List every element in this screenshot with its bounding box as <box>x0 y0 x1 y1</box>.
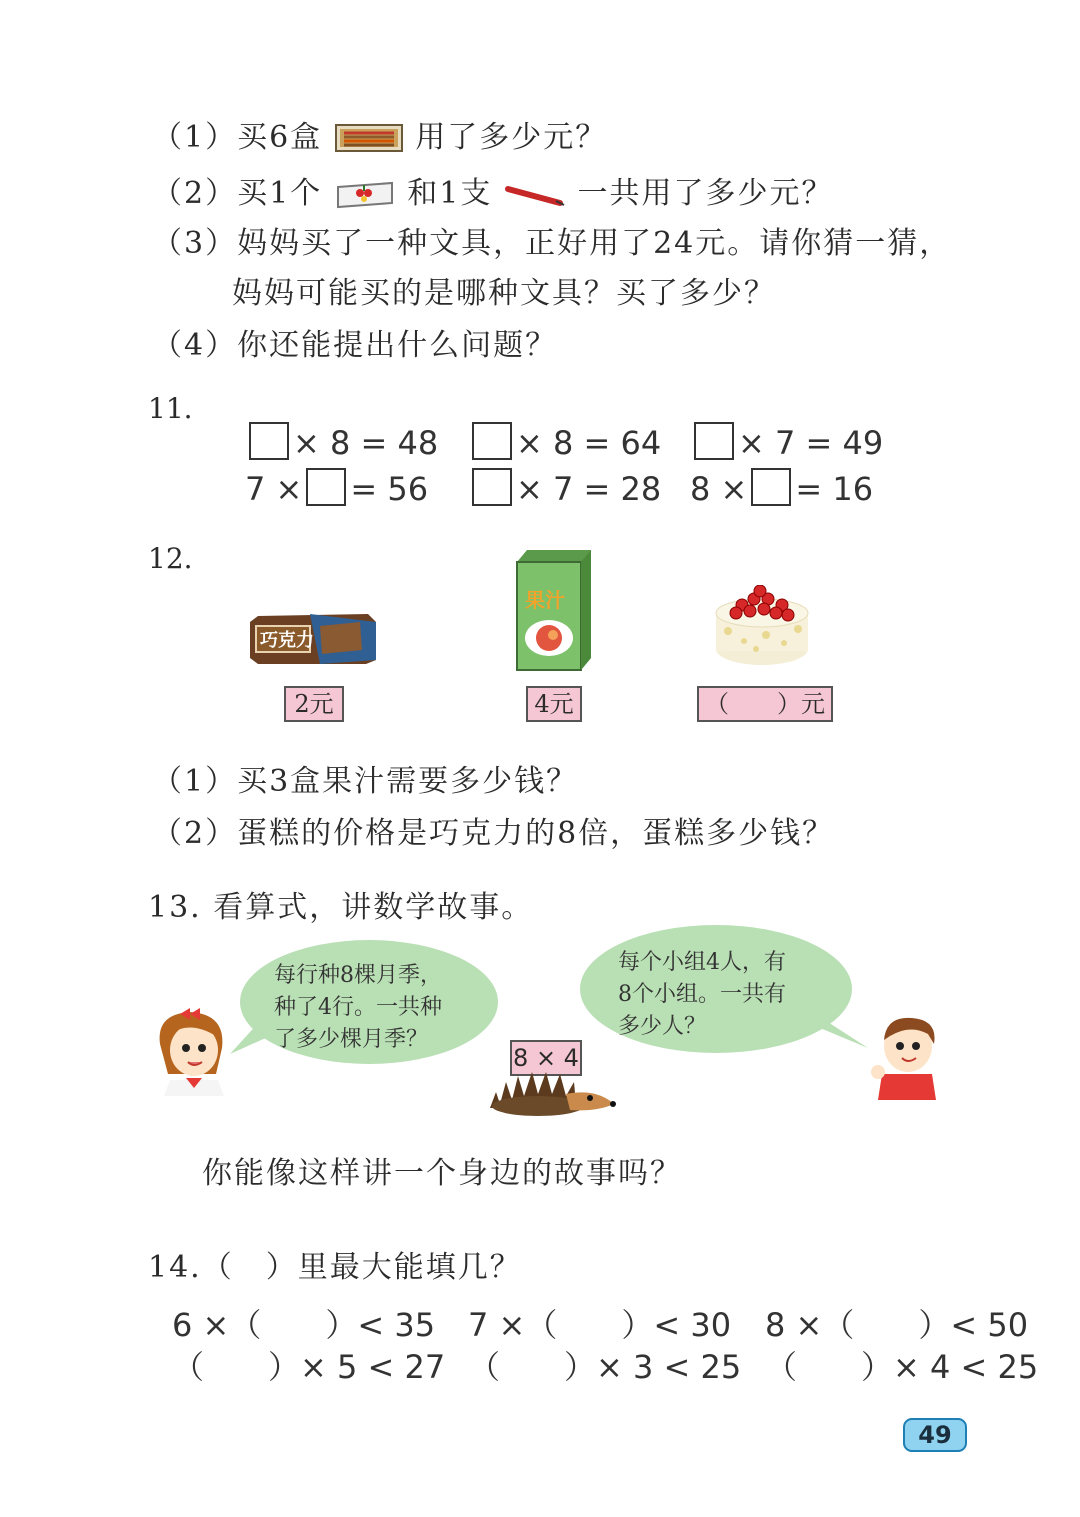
problem-13-prompt: 你能像这样讲一个身边的故事吗？ <box>202 1156 682 1191</box>
cake-icon <box>712 585 812 669</box>
equation-11-1: × 8 = 48 <box>245 422 438 462</box>
boy-icon <box>866 1010 946 1100</box>
page-number: 49 <box>903 1418 967 1452</box>
hedgehog-icon <box>486 1064 618 1118</box>
equation-11-2: × 8 = 64 <box>468 422 661 462</box>
price-tag-cake[interactable]: （ ）元 <box>697 686 833 722</box>
problem-12-number: 12. <box>148 542 193 575</box>
juice-label: 果汁 <box>525 588 565 612</box>
inequality-14-5[interactable]: （ ）× 3 < 25 <box>468 1348 742 1386</box>
inequality-14-4[interactable]: （ ）× 5 < 27 <box>172 1348 446 1386</box>
speech-bubble-right: 每个小组4人，有 8个小组。一共有 多少人？ <box>580 925 852 1053</box>
answer-box[interactable] <box>472 468 512 506</box>
problem-11-number: 11. <box>148 392 193 425</box>
price-tag-chocolate: 2元 <box>284 686 344 722</box>
equation-11-5: × 7 = 28 <box>468 468 661 508</box>
inequality-14-1[interactable]: 6 ×（ ）< 35 <box>172 1306 436 1344</box>
q10-2: （2）买1个 和1支 一共用了多少元？ <box>152 168 833 219</box>
answer-box[interactable] <box>751 468 791 506</box>
answer-box[interactable] <box>306 468 346 506</box>
formula-card: 8 × 4 <box>510 1040 582 1076</box>
problem-13-title: 13. 看算式，讲数学故事。 <box>148 890 534 925</box>
equation-11-3: × 7 = 49 <box>690 422 883 462</box>
inequality-14-2[interactable]: 7 ×（ ）< 30 <box>468 1306 732 1344</box>
pencil-icon <box>504 181 566 219</box>
chocolate-bar-icon <box>250 612 376 666</box>
pencil-case-icon <box>334 177 396 219</box>
equation-11-6: 8 × = 16 <box>690 470 874 508</box>
inequality-14-3[interactable]: 8 ×（ ）< 50 <box>765 1306 1029 1344</box>
problem-14-title: 14.（ ）里最大能填几？ <box>148 1250 522 1285</box>
speech-bubble-left: 每行种8棵月季， 种了4行。一共种 了多少棵月季？ <box>240 940 498 1064</box>
q12-1: （1）买3盒果汁需要多少钱？ <box>152 764 579 799</box>
q10-3-line1: （3）妈妈买了一种文具，正好用了24元。请你猜一猜， <box>152 226 952 261</box>
answer-box[interactable] <box>249 422 289 460</box>
juice-box-icon <box>515 548 593 672</box>
crayon-box-icon <box>334 119 404 163</box>
q10-3-line2: 妈妈可能买的是哪种文具？买了多少？ <box>232 276 776 311</box>
q10-1: （1）买6盒 用了多少元？ <box>152 112 607 163</box>
equation-11-4: 7 × = 56 <box>245 470 429 508</box>
price-tag-juice: 4元 <box>526 686 582 722</box>
answer-box[interactable] <box>694 422 734 460</box>
girl-icon <box>150 1004 236 1096</box>
answer-box[interactable] <box>472 422 512 460</box>
q10-4: （4）你还能提出什么问题？ <box>152 328 558 363</box>
q12-2: （2）蛋糕的价格是巧克力的8倍，蛋糕多少钱？ <box>152 816 835 851</box>
chocolate-label: 巧克力 <box>260 630 314 651</box>
inequality-14-6[interactable]: （ ）× 4 < 25 <box>765 1348 1039 1386</box>
